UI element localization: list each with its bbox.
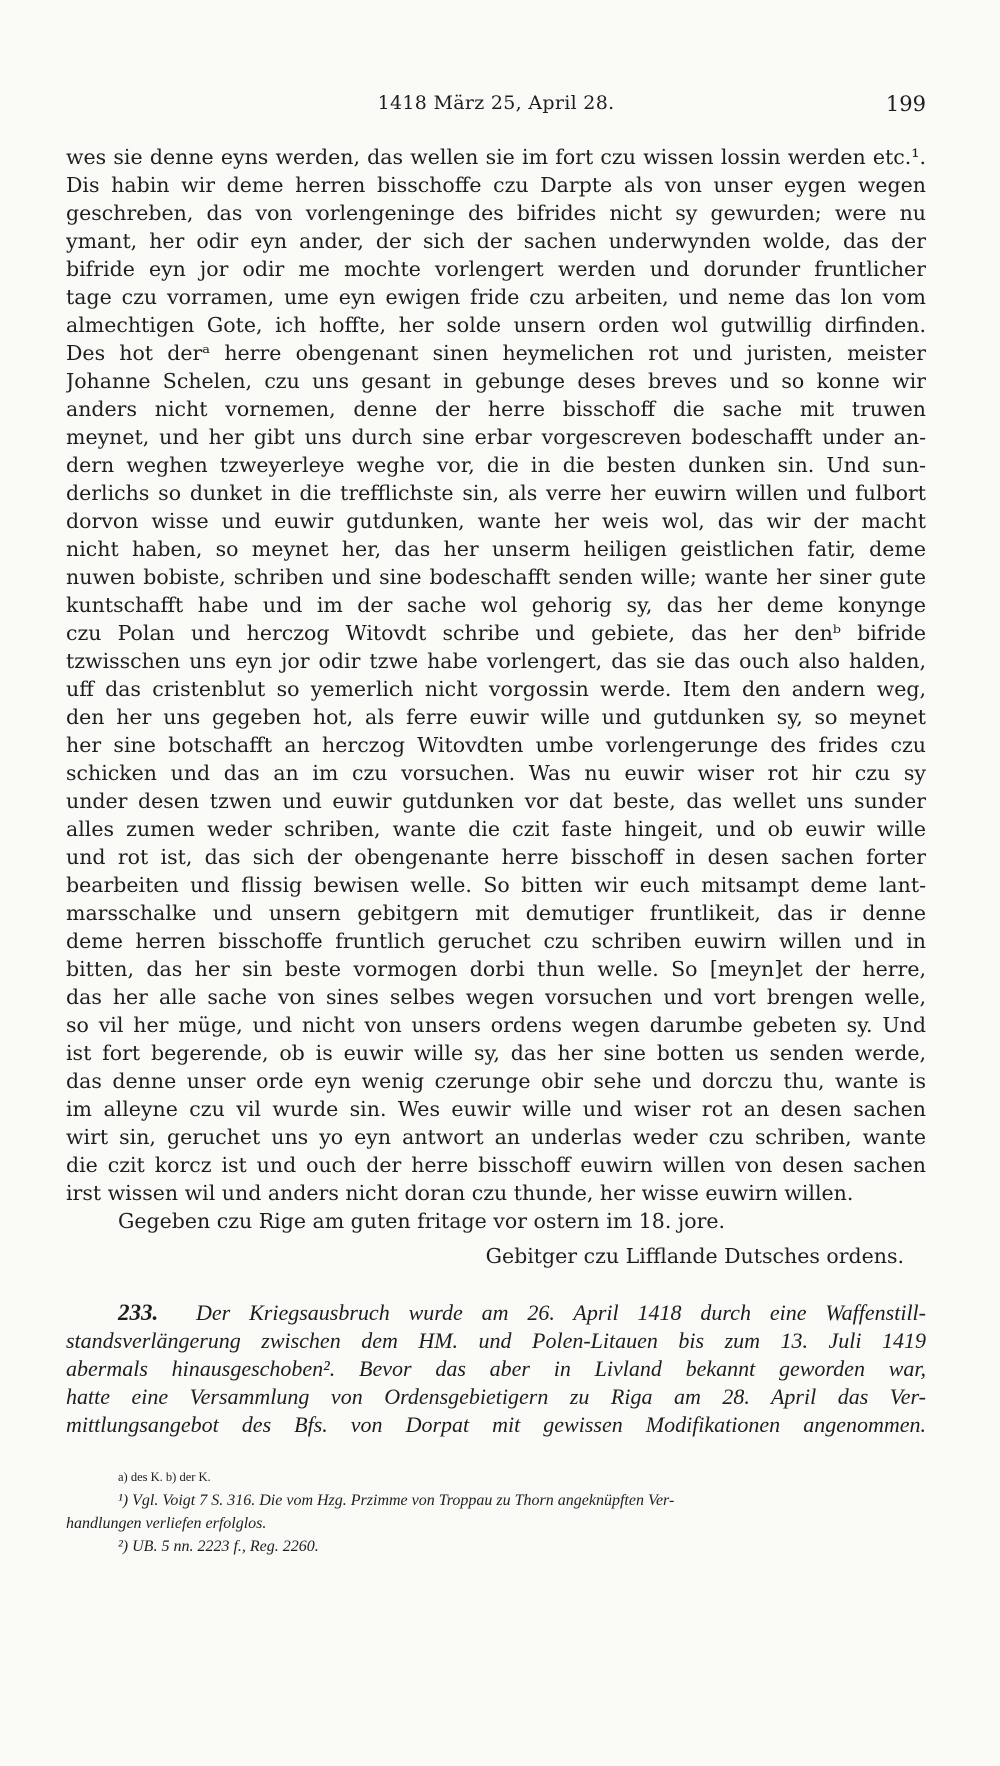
body-line: so vil her müge, und nicht von unsers ordens wegen darumbe gebeten sy. Und [66, 1013, 926, 1037]
body-line: schicken und das an im czu vorsuchen. Was nu euwir wiser rot hir czu sy [66, 761, 926, 785]
body-line: alles zumen weder schriben, wante die czit faste hingeit, und ob euwir wille [66, 817, 926, 841]
summary-line: abermals hinausgeschoben². Bevor das aber in Livland bekannt geworden war, [66, 1356, 926, 1381]
body-line: bearbeiten und flissig bewisen welle. So bitten wir euch mitsampt deme lant- [66, 873, 926, 897]
body-line: dern weghen tzweyerleye weghe vor, die in die besten dunken sin. Und sun- [66, 453, 926, 477]
body-line: almechtigen Gote, ich hoffte, her solde unsern orden wol gutwillig dirfinden. [66, 313, 926, 337]
body-line: die czit korcz ist und ouch der herre bisschoff euwirn willen von desen sachen [66, 1153, 926, 1177]
page-number: 199 [885, 92, 926, 116]
body-line: under desen tzwen und euwir gutdunken vor dat beste, das wellet uns sunder [66, 789, 926, 813]
body-line: kuntschafft habe und im der sache wol gehorig sy, das her deme konynge [66, 593, 926, 617]
running-title: 1418 März 25, April 28. [377, 92, 615, 114]
body-line: dorvon wisse und euwir gutdunken, wante her weis wol, das wir der macht [66, 509, 926, 533]
body-line: nicht haben, so meynet her, das her unserm heiligen geistlichen fatir, deme [66, 537, 926, 561]
body-line: und rot ist, das sich der obengenante herre bisschoff in desen sachen forter [66, 845, 926, 869]
document-summary [66, 1299, 926, 1439]
document-body [66, 143, 926, 1235]
body-line: marsschalke und unsern gebitgern mit demutiger fruntlikeit, das ir denne [66, 901, 926, 925]
body-line: bitten, das her sin beste vormogen dorbi thun welle. So [meyn]et der herre, [66, 957, 926, 981]
body-line: wes sie denne eyns werden, das wellen sie im fort czu wissen lossin werden etc.¹. [66, 145, 926, 169]
dating-line: Gegeben czu Rige am guten fritage vor ostern im 18. jore. [118, 1209, 726, 1233]
body-line: geschreben, das von vorlengeninge des bifrides nicht sy gewurden; were nu [66, 201, 926, 225]
body-line: das her alle sache von sines selbes wegen vorsuchen und vort brengen welle, [66, 985, 926, 1009]
body-line: das denne unser orde eyn wenig czerunge obir sehe und dorczu thu, wante is [66, 1069, 926, 1093]
body-line: anders nicht vornemen, denne der herre bisschoff die sache mit truwen [66, 397, 926, 421]
body-line: nuwen bobiste, schriben und sine bodeschafft senden wille; wante her siner gute [66, 565, 926, 589]
body-line: ist fort begerende, ob is euwir wille sy, das her sine botten us senden werde, [66, 1041, 926, 1065]
body-line: den her uns gegeben hot, als ferre euwir wille und gutdunken sy, so meynet [66, 705, 926, 729]
footnote-2-text: ²) UB. 5 nn. 2223 f., Reg. 2260. [118, 1538, 319, 1555]
document-number: 233. [118, 1300, 159, 1325]
body-line: her sine botschafft an herczog Witovdten umbe vorlengerunge des frides czu [66, 733, 926, 757]
body-line: ymant, her odir eyn ander, der sich der sachen underwynden wolde, das der [66, 229, 926, 253]
body-line: im alleyne czu vil wurde sin. Wes euwir wille und wiser rot an desen sachen [66, 1097, 926, 1121]
footnote-variants: a) des K. b) der K. [118, 1470, 211, 1484]
footnote-2 [66, 1535, 926, 1558]
footnote-1 [66, 1489, 926, 1512]
signature: Gebitger czu Lifflande Dutsches ordens. [485, 1244, 904, 1268]
body-line: irst wissen wil und anders nicht doran czu thunde, her wisse euwirn willen. [66, 1181, 854, 1205]
summary-line: hatte eine Versammlung von Ordensgebietigern zu Riga am 28. April das Ver- [66, 1384, 926, 1409]
body-line: tzwisschen uns eyn jor odir tzwe habe vorlengert, das sie das ouch also halden, [66, 649, 926, 673]
body-line: wirt sin, geruchet uns yo eyn antwort an underlas weder czu schriben, wante [66, 1125, 926, 1149]
body-line: tage czu vorramen, ume eyn ewigen fride czu arbeiten, und neme das lon vom [66, 285, 926, 309]
summary-line: mittlungsangebot des Bfs. von Dorpat mit gewissen Modifikationen angenommen. [66, 1412, 926, 1437]
summary-line: standsverlängerung zwischen dem HM. und Polen-Litauen bis zum 13. Juli 1419 [66, 1328, 926, 1353]
body-line: meynet, und her gibt uns durch sine erbar vorgescreven bodeschafft under an- [66, 425, 926, 449]
body-line: bifride eyn jor odir me mochte vorlengert werden und dorunder fruntlicher [66, 257, 926, 281]
footnotes [66, 1466, 926, 1558]
body-line: czu Polan und herczog Witovdt schribe und gebiete, das her denᵇ bifride [66, 621, 926, 645]
footnote-1-text: ¹) Vgl. Voigt 7 S. 316. Die vom Hzg. Przimme von Troppau zu Thorn angeknüpften Ver- [118, 1492, 675, 1509]
summary-text: Der Kriegsausbruch wurde am 26. April 1418 durch eine Waffenstill- [196, 1300, 926, 1325]
body-line: derlichs so dunket in die trefflichste sin, als verre her euwirn willen und fulbort [66, 481, 926, 505]
footnote-1-continuation [66, 1512, 926, 1535]
page-header [66, 92, 926, 122]
body-line: uff das cristenblut so yemerlich nicht vorgossin werde. Item den andern weg, [66, 677, 926, 701]
body-line: Johanne Schelen, czu uns gesant in gebunge deses breves und so konne wir [66, 369, 926, 393]
summary-line [66, 1299, 926, 1327]
footnote-1-text-cont: handlungen verliefen erfolglos. [66, 1515, 267, 1532]
body-line: deme herren bisschoffe fruntlich geruchet czu schriben euwirn willen und in [66, 929, 926, 953]
body-line: Des hot derᵃ herre obengenant sinen heymelichen rot und juristen, meister [66, 341, 926, 365]
body-line: Dis habin wir deme herren bisschoffe czu Darpte als von unser eygen wegen [66, 173, 926, 197]
